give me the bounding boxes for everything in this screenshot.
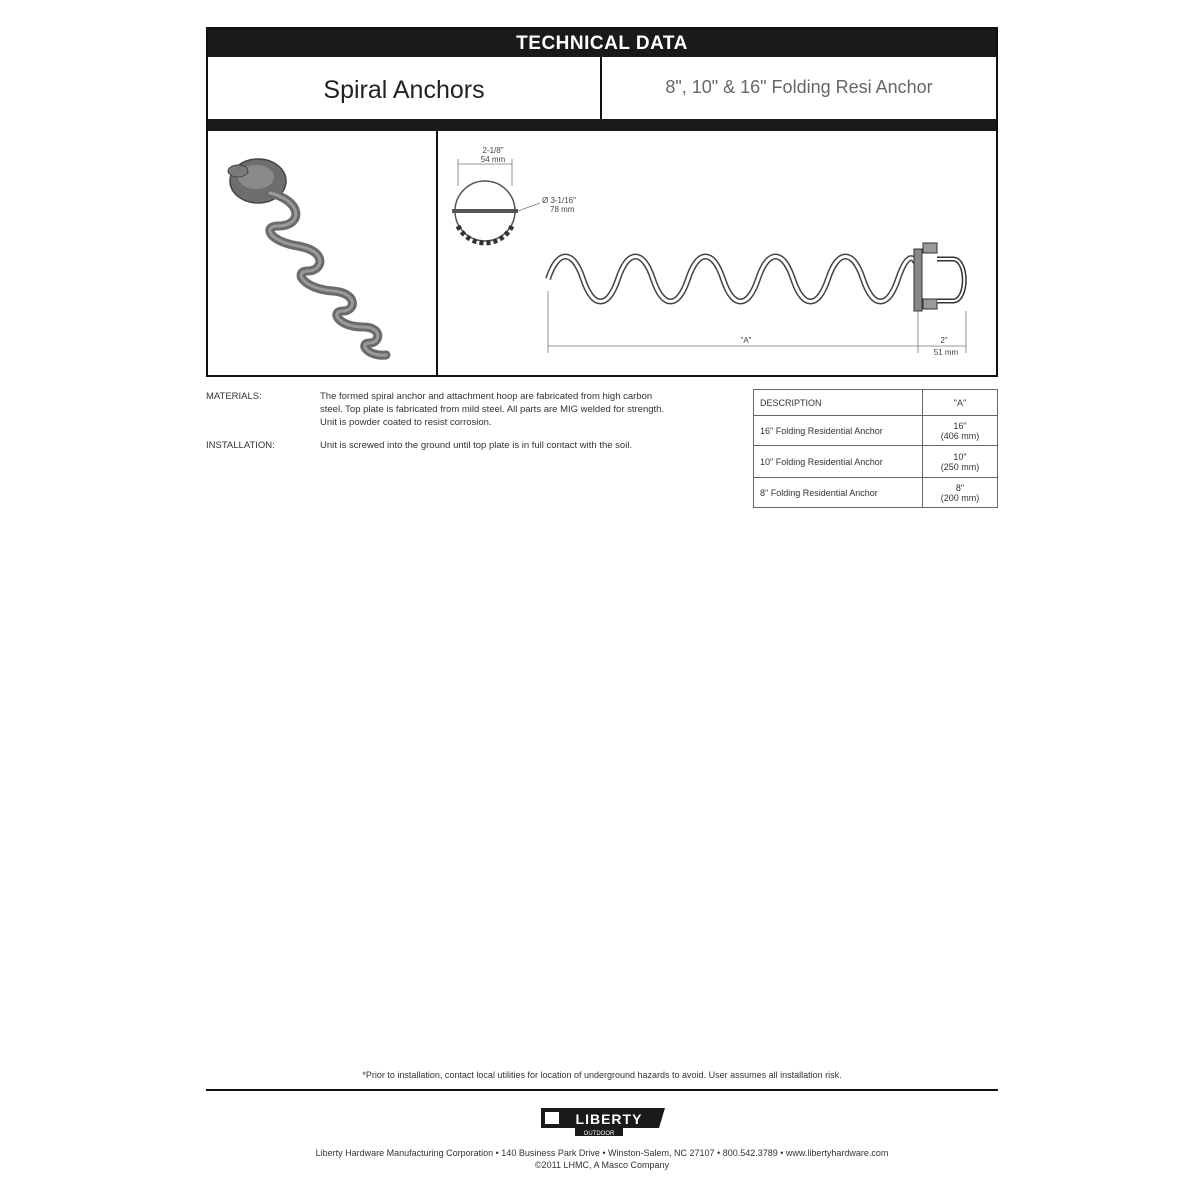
top-width-imperial: 2-1/8" <box>482 146 504 155</box>
table-cell-metric: (250 mm) <box>940 461 980 472</box>
diameter-metric: 78 mm <box>550 205 575 214</box>
hoop-side <box>937 259 964 301</box>
installation-label: INSTALLATION: <box>206 440 275 451</box>
image-row <box>208 131 996 375</box>
table-row <box>754 478 998 508</box>
title-row <box>208 57 996 119</box>
materials-line-2: steel. Top plate is fabricated from mild steel. All parts are MIG welded for strength. <box>320 404 665 415</box>
table-cell-metric: (406 mm) <box>940 430 980 441</box>
installation-footnote: *Prior to installation, contact local utilities for location of underground hazards to avoid. User assumes all installation risk. <box>362 1070 842 1080</box>
diameter-imperial: Ø 3-1/16" <box>542 196 576 205</box>
table-cell-description: 16" Folding Residential Anchor <box>754 416 923 446</box>
top-plate-side <box>914 249 922 311</box>
table-cell-imperial: 8" <box>955 482 965 493</box>
length-label: "A" <box>740 336 752 345</box>
company-info <box>206 1147 998 1171</box>
table-row <box>754 446 998 478</box>
table-cell-imperial: 16" <box>953 420 967 431</box>
fold-hoop-shape <box>228 165 248 177</box>
company-line: Liberty Hardware Manufacturing Corporation • 140 Business Park Drive • Winston-Salem, NC 27107 • 800.542.3789 • www.libertyhardware.com <box>315 1148 889 1158</box>
technical-data-sheet <box>206 27 998 377</box>
bracket-top <box>923 243 937 253</box>
installation-text <box>320 439 740 452</box>
description-table <box>753 389 998 508</box>
diameter-leader <box>518 203 540 211</box>
banner-title: TECHNICAL DATA <box>208 29 996 57</box>
table-cell-value <box>923 446 998 478</box>
end-metric: 51 mm <box>933 348 959 357</box>
end-imperial: 2" <box>940 336 948 345</box>
table-cell-value <box>923 478 998 508</box>
materials-line-1: The formed spiral anchor and attachment hoop are fabricated from high carbon <box>320 391 653 402</box>
table-header-a: "A" <box>923 390 998 416</box>
product-subtitle: 8", 10" & 16" Folding Resi Anchor <box>665 77 933 97</box>
logo-subtext: OUTDOOR <box>583 1131 615 1137</box>
table-cell-imperial: 10" <box>953 451 967 462</box>
materials-label: MATERIALS: <box>206 391 262 402</box>
spiral-anchor-photo <box>208 131 436 377</box>
table-header-description: DESCRIPTION <box>754 390 923 416</box>
table-cell-metric: (200 mm) <box>940 492 980 503</box>
table-cell-description: 10" Folding Residential Anchor <box>754 446 923 478</box>
product-photo <box>208 131 438 375</box>
logo-text: LIBERTY <box>575 1111 643 1127</box>
anchor-drawing-svg <box>438 131 996 377</box>
table-cell-value <box>923 416 998 446</box>
table-row <box>754 416 998 446</box>
bracket-bottom <box>923 299 937 309</box>
materials-line-3: Unit is powder coated to resist corrosion. <box>320 417 492 428</box>
copyright-line: ©2011 LHMC, A Masco Company <box>534 1160 670 1170</box>
product-title: Spiral Anchors <box>208 57 602 119</box>
footer-rule <box>206 1089 998 1091</box>
spiral-coil-shape <box>270 193 386 355</box>
table-cell-description: 8" Folding Residential Anchor <box>754 478 923 508</box>
logo-sun-icon <box>545 1112 559 1124</box>
table-header-row <box>754 390 998 416</box>
materials-text <box>320 390 740 429</box>
installation-line-1: Unit is screwed into the ground until top plate is in full contact with the soil. <box>320 440 633 451</box>
top-width-metric: 54 mm <box>480 155 506 164</box>
dimension-drawing <box>438 131 996 375</box>
divider-bar <box>208 119 996 131</box>
liberty-logo <box>541 1104 665 1138</box>
